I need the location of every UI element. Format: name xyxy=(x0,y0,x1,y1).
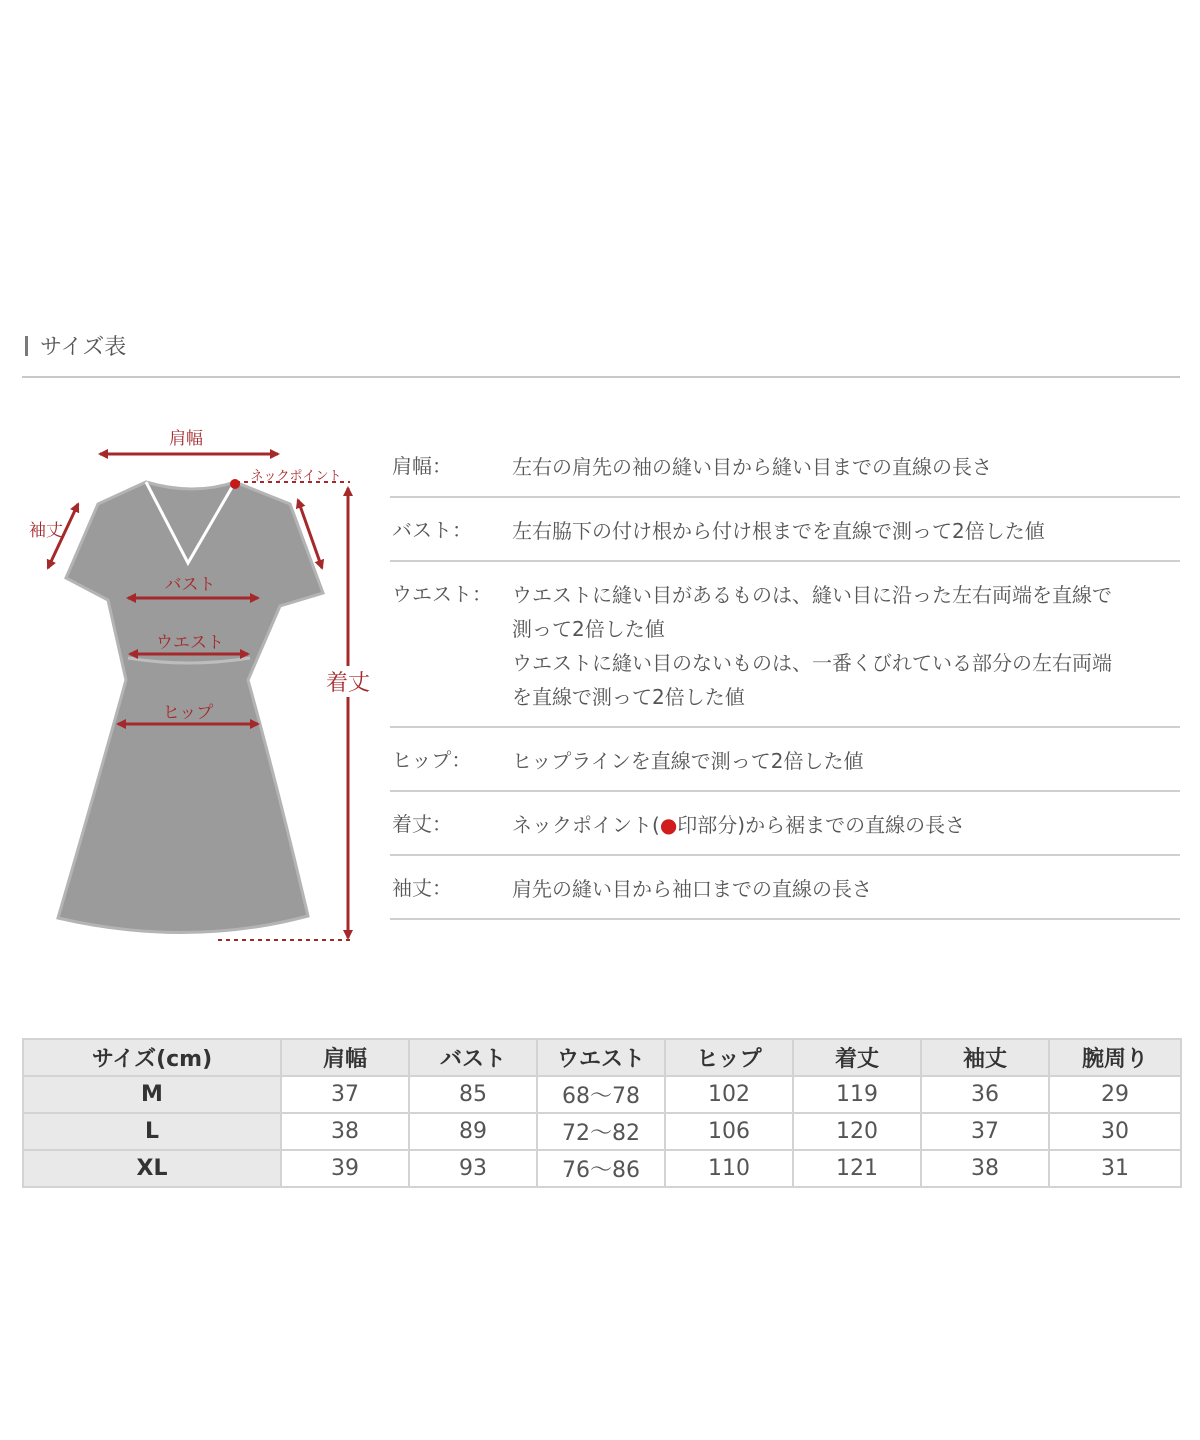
definition-term: 着丈： xyxy=(392,812,452,836)
table-cell: 31 xyxy=(1049,1150,1181,1187)
label-bust: バスト xyxy=(164,575,216,595)
definition-line: 肩先の縫い目から袖口までの直線の長さ xyxy=(512,877,872,901)
column-header-hip: ヒップ xyxy=(665,1039,793,1076)
measurement-definitions xyxy=(390,436,1180,920)
table-cell: 68〜78 xyxy=(537,1076,665,1113)
neck-point-marker-icon: ● xyxy=(659,813,678,837)
definition-term: 肩幅： xyxy=(392,454,452,478)
definition-row-length xyxy=(390,792,1180,856)
table-cell: 102 xyxy=(665,1076,793,1113)
size-label: M xyxy=(23,1076,281,1113)
definition-line: 左右脇下の付け根から付け根までを直線で測って2倍した値 xyxy=(512,519,1045,543)
definition-term: 袖丈： xyxy=(392,876,452,900)
definition-row-shoulder xyxy=(390,436,1180,498)
dress-measurement-diagram xyxy=(18,418,388,958)
table-cell: 37 xyxy=(921,1113,1049,1150)
neck-point-dot xyxy=(230,479,240,489)
table-cell: 39 xyxy=(281,1150,409,1187)
definition-line: ウエストに縫い目があるものは、縫い目に沿った左右両端を直線で xyxy=(512,583,1112,607)
table-cell: 120 xyxy=(793,1113,921,1150)
table-cell: 110 xyxy=(665,1150,793,1187)
definition-line: 測って2倍した値 xyxy=(512,617,665,641)
table-cell: 38 xyxy=(281,1113,409,1150)
label-neck-point: ネックポイント xyxy=(250,469,342,484)
definition-line: を直線で測って2倍した値 xyxy=(512,685,745,709)
definition-row-sleeve xyxy=(390,856,1180,920)
table-row xyxy=(23,1076,1181,1113)
section-header xyxy=(22,328,1180,378)
label-hip: ヒップ xyxy=(162,703,214,723)
size-table xyxy=(22,1038,1182,1188)
definition-text xyxy=(512,514,1180,548)
column-header-length: 着丈 xyxy=(793,1039,921,1076)
table-cell: 85 xyxy=(409,1076,537,1113)
table-cell: 89 xyxy=(409,1113,537,1150)
table-cell: 30 xyxy=(1049,1113,1181,1150)
section-title: サイズ表 xyxy=(40,335,127,360)
label-length: 着丈 xyxy=(326,666,370,697)
definition-row-hip xyxy=(390,728,1180,792)
table-cell: 38 xyxy=(921,1150,1049,1187)
size-label: L xyxy=(23,1113,281,1150)
definition-text xyxy=(512,450,1180,484)
label-shoulder: 肩幅 xyxy=(169,429,203,449)
table-cell: 93 xyxy=(409,1150,537,1187)
section-marker xyxy=(25,336,28,356)
table-cell: 121 xyxy=(793,1150,921,1187)
table-cell: 72〜82 xyxy=(537,1113,665,1150)
definition-text-after: 印部分)から裾までの直線の長さ xyxy=(677,813,966,837)
column-header-shoulder: 肩幅 xyxy=(281,1039,409,1076)
label-sleeve: 袖丈 xyxy=(29,521,63,541)
table-cell: 29 xyxy=(1049,1076,1181,1113)
column-header-sleeve: 袖丈 xyxy=(921,1039,1049,1076)
definition-line: ヒップラインを直線で測って2倍した値 xyxy=(512,749,864,773)
table-row xyxy=(23,1113,1181,1150)
table-row xyxy=(23,1150,1181,1187)
label-waist: ウエスト xyxy=(156,633,224,653)
definition-term: ヒップ： xyxy=(392,748,472,772)
definition-line: 左右の肩先の袖の縫い目から縫い目までの直線の長さ xyxy=(512,455,992,479)
table-header-row xyxy=(23,1039,1181,1076)
definition-text xyxy=(512,578,1180,714)
column-header-waist: ウエスト xyxy=(537,1039,665,1076)
definition-text xyxy=(512,808,1180,842)
definition-term: ウエスト： xyxy=(392,582,492,606)
definition-text xyxy=(512,744,1180,778)
definition-line: ウエストに縫い目のないものは、一番くびれている部分の左右両端 xyxy=(512,651,1112,675)
definition-term: バスト： xyxy=(392,518,472,542)
size-label: XL xyxy=(23,1150,281,1187)
column-header-size: サイズ(cm) xyxy=(23,1039,281,1076)
definition-text xyxy=(512,872,1180,906)
table-cell: 119 xyxy=(793,1076,921,1113)
column-header-bust: バスト xyxy=(409,1039,537,1076)
table-cell: 37 xyxy=(281,1076,409,1113)
definition-row-waist xyxy=(390,562,1180,728)
definition-row-bust xyxy=(390,498,1180,562)
definition-text-before: ネックポイント( xyxy=(512,813,660,837)
table-cell: 76〜86 xyxy=(537,1150,665,1187)
table-cell: 106 xyxy=(665,1113,793,1150)
column-header-arm: 腕周り xyxy=(1049,1039,1181,1076)
table-cell: 36 xyxy=(921,1076,1049,1113)
